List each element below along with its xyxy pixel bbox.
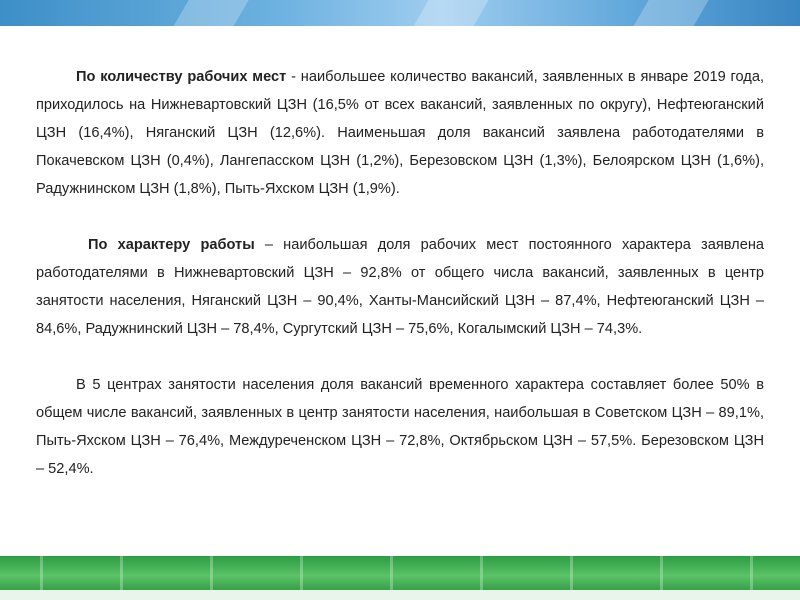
band-streak (166, 0, 255, 26)
top-decorative-band (0, 0, 800, 26)
slide-body-text (36, 63, 764, 483)
paragraph-text: – наибольшая доля рабочих мест постоянного характера заявлена работодателями в Нижневартовский ЦЗН – 92,8% от общего числа вакансий, заявленных в центр занятости населения, Няганский ЦЗН – 90,4%, Ханты-Мансийский ЦЗН – 87,4%, Нефтеюганский ЦЗН – 84,6%, Радужнинский ЦЗН – 78,4%, Сургутский ЦЗН – 75,6%, Когалымский ЦЗН – 74,3%. (36, 237, 764, 337)
band-streak (406, 0, 495, 26)
paragraph-work-type (36, 231, 764, 343)
bottom-decorative-band (0, 556, 800, 600)
paragraph-text: В 5 центрах занятости населения доля вакансий временного характера составляет более 50% в общем числе вакансий, заявленных в центр занятости населения, наибольшая в Советском ЦЗН – 89,1%, Пыть-Яхском ЦЗН – 76,4%, Междуреченском ЦЗН – 72,8%, Октябрьском ЦЗН – 57,5%. Березовском ЦЗН – 52,4%. (36, 377, 764, 477)
paragraph-lead: По количеству рабочих мест (76, 69, 287, 85)
paragraph-workplaces (36, 63, 764, 203)
paragraph-text: - наибольшее количество вакансий, заявленных в январе 2019 года, приходилось на Нижневартовский ЦЗН (16,5% от всех вакансий, заявленных по округу), Нефтеюганский ЦЗН (16,4%), Няганский ЦЗН (12,6%). Наименьшая доля вакансий заявлена работодателями в Покачевском ЦЗН (0,4%), Лангепасском ЦЗН (1,2%), Березовском ЦЗН (1,3%), Белоярском ЦЗН (1,6%), Радужнинском ЦЗН (1,8%), Пыть-Яхском ЦЗН (1,9%). (36, 69, 764, 197)
band-streak (626, 0, 715, 26)
paragraph-temporary-vacancies (36, 371, 764, 483)
paragraph-lead: По характеру работы (88, 237, 255, 253)
band-edge (0, 590, 800, 600)
